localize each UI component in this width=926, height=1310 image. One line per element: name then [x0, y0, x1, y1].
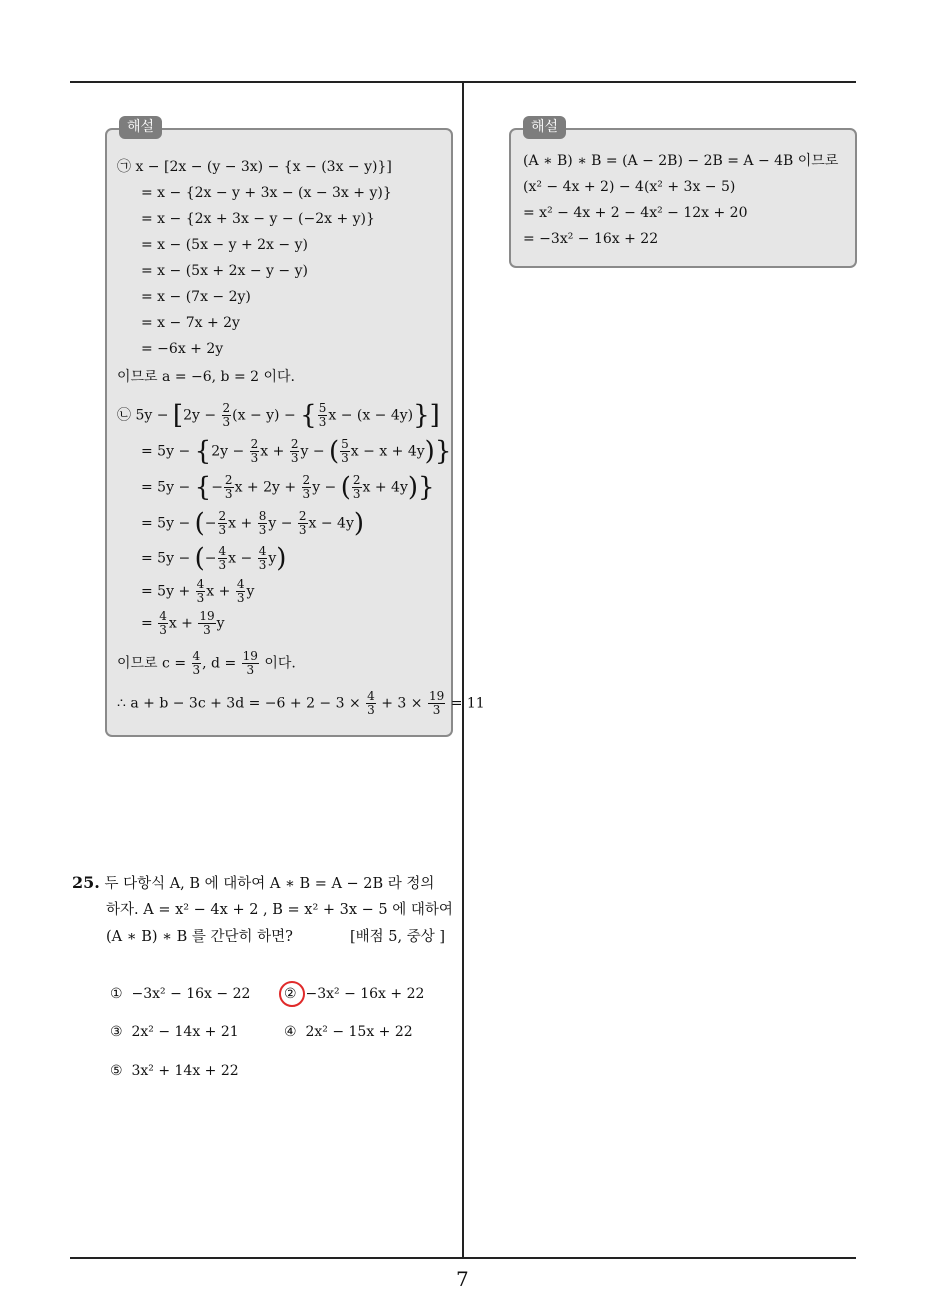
step-line: = x − 7x + 2y: [141, 315, 240, 331]
option-text: −3x² − 16x − 22: [131, 986, 251, 1002]
marker-nieun: ㉡: [117, 407, 131, 424]
option-2[interactable]: [284, 986, 424, 1002]
solution-tag: 해설: [119, 116, 162, 139]
option-text: 2x² − 14x + 21: [131, 1024, 239, 1040]
step-line: = 5y − (− $\frac{2}{3}$ x + $\frac{8}{3}$ y − $\frac{2}{3}$ x − 4y): [141, 508, 365, 539]
step-line: = $\frac{4}{3}$ x + $\frac{19}{3}$ y: [141, 609, 225, 637]
page-number: 7: [456, 1267, 469, 1291]
question-text-line3: (A ∗ B) ∗ B 를 간단히 하면?: [106, 929, 293, 945]
part2-conclusion: 이므로 c = $\frac{4}{3}$ , d = $\frac{19}{3}$ 이다.: [117, 649, 296, 677]
step-line: = 5y + $\frac{4}{3}$ x + $\frac{4}{3}$ y: [141, 577, 255, 605]
step-line: x − [2x − (y − 3x) − {x − (3x − y)}]: [135, 159, 392, 175]
option-marker: ②: [284, 986, 297, 1002]
question-number: 25.: [72, 873, 100, 892]
step-line: = −3x² − 16x + 22: [523, 231, 659, 247]
step-line: = 5y − {2y − $\frac{2}{3}$ x + $\frac{2}{3}$ y − ( $\frac{5}{3}$ x − x + 4y)}: [141, 436, 452, 467]
question-points: [배점 5, 중상 ]: [350, 929, 446, 945]
option-marker: ①: [110, 986, 123, 1002]
option-text: −3x² − 16x + 22: [305, 986, 425, 1002]
selected-answer-circle: [279, 981, 305, 1007]
bottom-rule: [70, 1257, 856, 1259]
step-line: (A ∗ B) ∗ B = (A − 2B) − 2B = A − 4B 이므로: [523, 153, 839, 169]
step-line: ㉡ 5y − [2y − $\frac{2}{3}$ (x − y) − { $\frac{5}{3}$ x − (x − 4y)}]: [117, 400, 440, 431]
left-solution-box: [105, 119, 485, 737]
step-line: = x − {2x + 3x − y − (−2x + y)}: [141, 211, 375, 227]
option-4[interactable]: [284, 1024, 413, 1040]
question-text-line1: 두 다항식 A, B 에 대하여 A ∗ B = A − 2B 라 정의: [104, 876, 435, 892]
option-text: 2x² − 15x + 22: [305, 1024, 413, 1040]
option-3[interactable]: [110, 1024, 239, 1040]
question-text-line2: 하자. A = x² − 4x + 2 , B = x² + 3x − 5 에 대하여: [106, 902, 453, 918]
option-marker: ③: [110, 1024, 123, 1040]
option-marker: ④: [284, 1024, 297, 1040]
step-line: = 5y − (− $\frac{4}{3}$ x − $\frac{4}{3}$ y): [141, 543, 287, 574]
step-line: = 5y − {− $\frac{2}{3}$ x + 2y + $\frac{2}{3}$ y − ( $\frac{2}{3}$ x + 4y)}: [141, 472, 435, 503]
step-line: = x² − 4x + 2 − 4x² − 12x + 20: [523, 205, 748, 221]
solution-tag: 해설: [523, 116, 566, 139]
marker-giyeok: ㉠: [117, 159, 131, 175]
column-divider: [462, 82, 464, 1258]
right-solution-box: [509, 119, 857, 268]
option-text: 3x² + 14x + 22: [131, 1063, 239, 1079]
step-line: = x − (5x − y + 2x − y): [141, 237, 308, 253]
step-line: = −6x + 2y: [141, 341, 224, 357]
option-1[interactable]: [110, 986, 250, 1002]
step-line: (x² − 4x + 2) − 4(x² + 3x − 5): [523, 179, 736, 195]
option-5[interactable]: [110, 1063, 239, 1079]
step-line: = x − (5x + 2x − y − y): [141, 263, 308, 279]
final-answer-line: ∴ a + b − 3c + 3d = −6 + 2 − 3 × $\frac{4}{3}$ + 3 × $\frac{19}{3}$ = 11: [117, 689, 485, 717]
option-marker: ⑤: [110, 1063, 123, 1079]
part1-conclusion: 이므로 a = −6, b = 2 이다.: [117, 369, 295, 385]
step-line: = x − {2x − y + 3x − (x − 3x + y)}: [141, 185, 392, 201]
step-line: = x − (7x − 2y): [141, 289, 251, 305]
